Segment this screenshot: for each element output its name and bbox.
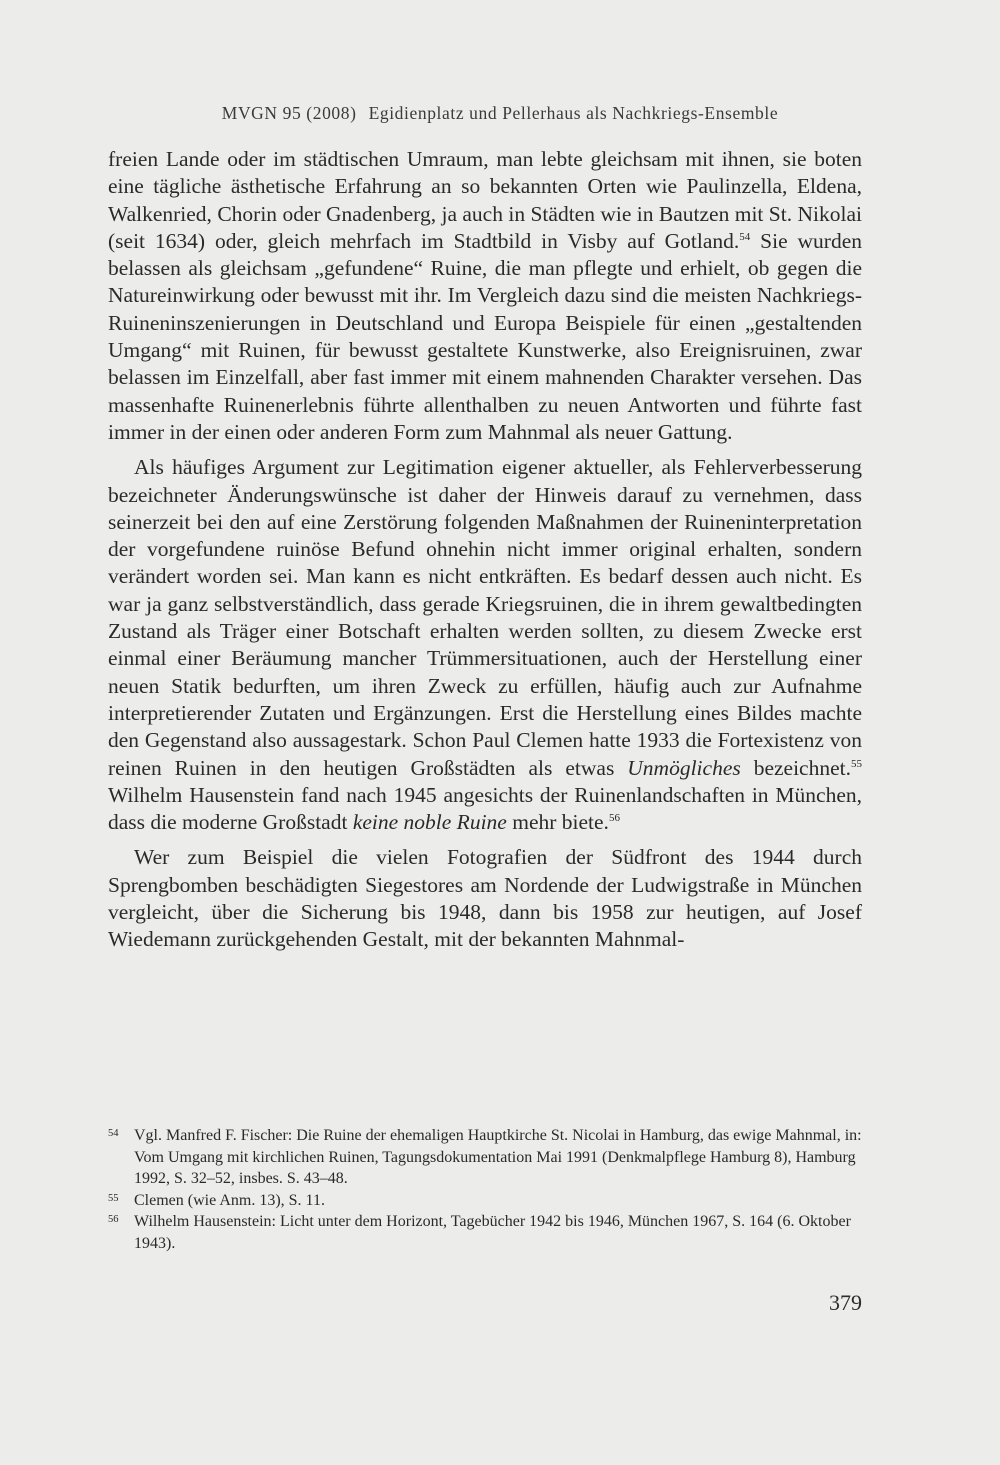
running-head <box>0 103 1000 124</box>
footnote-text: Clemen (wie Anm. 13), S. 11. <box>134 1191 325 1209</box>
footnote-ref-54[interactable]: 54 <box>739 230 751 243</box>
footnote-text: Vgl. Manfred F. Fischer: Die Ruine der ehemaligen Hauptkirche St. Nicolai in Hamburg, das ewige Mahnmal, in: Vom Umgang mit kirchlichen Ruinen, Tagungsdokumentation Mai 1991 (Denkmalpflege Hamburg 8), Hamburg 1992, S. 32–52, insbes. S. 43–48. <box>134 1127 862 1187</box>
footnote-54 <box>108 1125 862 1190</box>
paragraph-1: freien Lande oder im städtischen Umraum, man lebte gleichsam mit ihnen, sie boten eine tägliche ästhetische Erfahrung an so bekannten Orten wie Paulinzella, Eldena, Walkenried, Chorin oder Gnadenberg, ja auch in Städten wie in Bautzen mit St. Nikolai (seit 1634) oder, gleich mehrfach im Stadtbild in Visby auf Gotland.$^{54}$ Sie wurden belassen als gleichsam „gefundene“ Ruine, die man pflegte und erhielt, ob gegen die Natureinwirkung oder bewusst mit ihr. Im Vergleich dazu sind die meisten Nachkriegs-Ruineninszenierungen in Deutschland und Europa Beispiele für einen „gestaltenden Umgang“ mit Ruinen, für bewusst gestaltete Kunstwerke, also Ereignisruinen, zwar belassen im Einzelfall, aber fast immer mit einem mahnenden Charakter versehen. Das massenhafte Ruinenerlebnis führte allenthalben zu neuen Antworten und führte fast immer in der einen oder anderen Form zum Mahnmal als neuer Gattung. <box>108 147 862 444</box>
footnote-ref-56[interactable]: 56 <box>608 811 620 824</box>
footnote-number: 56 <box>108 1214 119 1225</box>
footnote-number: 54 <box>108 1128 119 1139</box>
paragraph-2: Als häufiges Argument zur Legitimation eigener aktueller, als Fehlerverbesserung bezeichneter Änderungswünsche ist daher der Hinweis darauf zu vernehmen, dass seinerzeit bei den auf eine Zerstörung folgenden Maßnahmen der Ruineninterpretation der vorgefundene ruinöse Befund ohnehin nicht immer original erhalten, sondern verändert worden sei. Man kann es nicht entkräften. Es bedarf dessen auch nicht. Es war ja ganz selbstverständlich, dass gerade Kriegsruinen, die in ihrem gewaltbedingten Zustand als Träger einer Botschaft erhalten werden sollten, zu diesem Zwecke erst einmal einer Beräumung mancher Trümmersituationen, auch der Herstellung einer neuen Statik bedurften, um ihren Zweck zu erfüllen, häufig auch zur Aufnahme interpretierender Zutaten und Ergänzungen. Erst die Herstellung eines Bildes machte den Gegenstand also aussagestark. Schon Paul Clemen hatte 1933 die Fortexistenz von reinen Ruinen in den heutigen Großstädten als etwas Unmögliches bezeichnet.$^{55}$ Wilhelm Hausenstein fand nach 1945 angesichts der Ruinenlandschaften in München, dass die moderne Großstadt keine noble Ruine mehr biete.$^{56}$ <box>108 455 862 835</box>
paragraph-3: Wer zum Beispiel die vielen Fotografien der Südfront des 1944 durch Sprengbomben beschädigten Siegestores am Nordende der Ludwigstraße in München vergleicht, über die Sicherung bis 1948, dann bis 1958 zur heutigen, auf Josef Wiedemann zurückgehenden Gestalt, mit der bekannten Mahnmal- <box>108 845 862 952</box>
footnote-55 <box>108 1190 862 1212</box>
journal-citation: MVGN 95 (2008) <box>221 103 357 123</box>
page-number: 379 <box>829 1290 862 1315</box>
quote-keine-noble-ruine: keine noble Ruine <box>352 810 507 835</box>
body-text <box>108 146 862 954</box>
footnote-text: Wilhelm Hausenstein: Licht unter dem Horizont, Tagebücher 1942 bis 1946, München 1967, S. 164 (6. Oktober 1943). <box>134 1213 851 1252</box>
footnote-56 <box>108 1211 862 1254</box>
footnote-ref-55[interactable]: 55 <box>851 757 862 770</box>
footnotes <box>108 1125 862 1254</box>
quote-unmoegliches: Unmögliches <box>627 755 741 780</box>
footnote-number: 55 <box>108 1192 119 1204</box>
running-title: Egidienplatz und Pellerhaus als Nachkriegs-Ensemble <box>368 103 779 123</box>
